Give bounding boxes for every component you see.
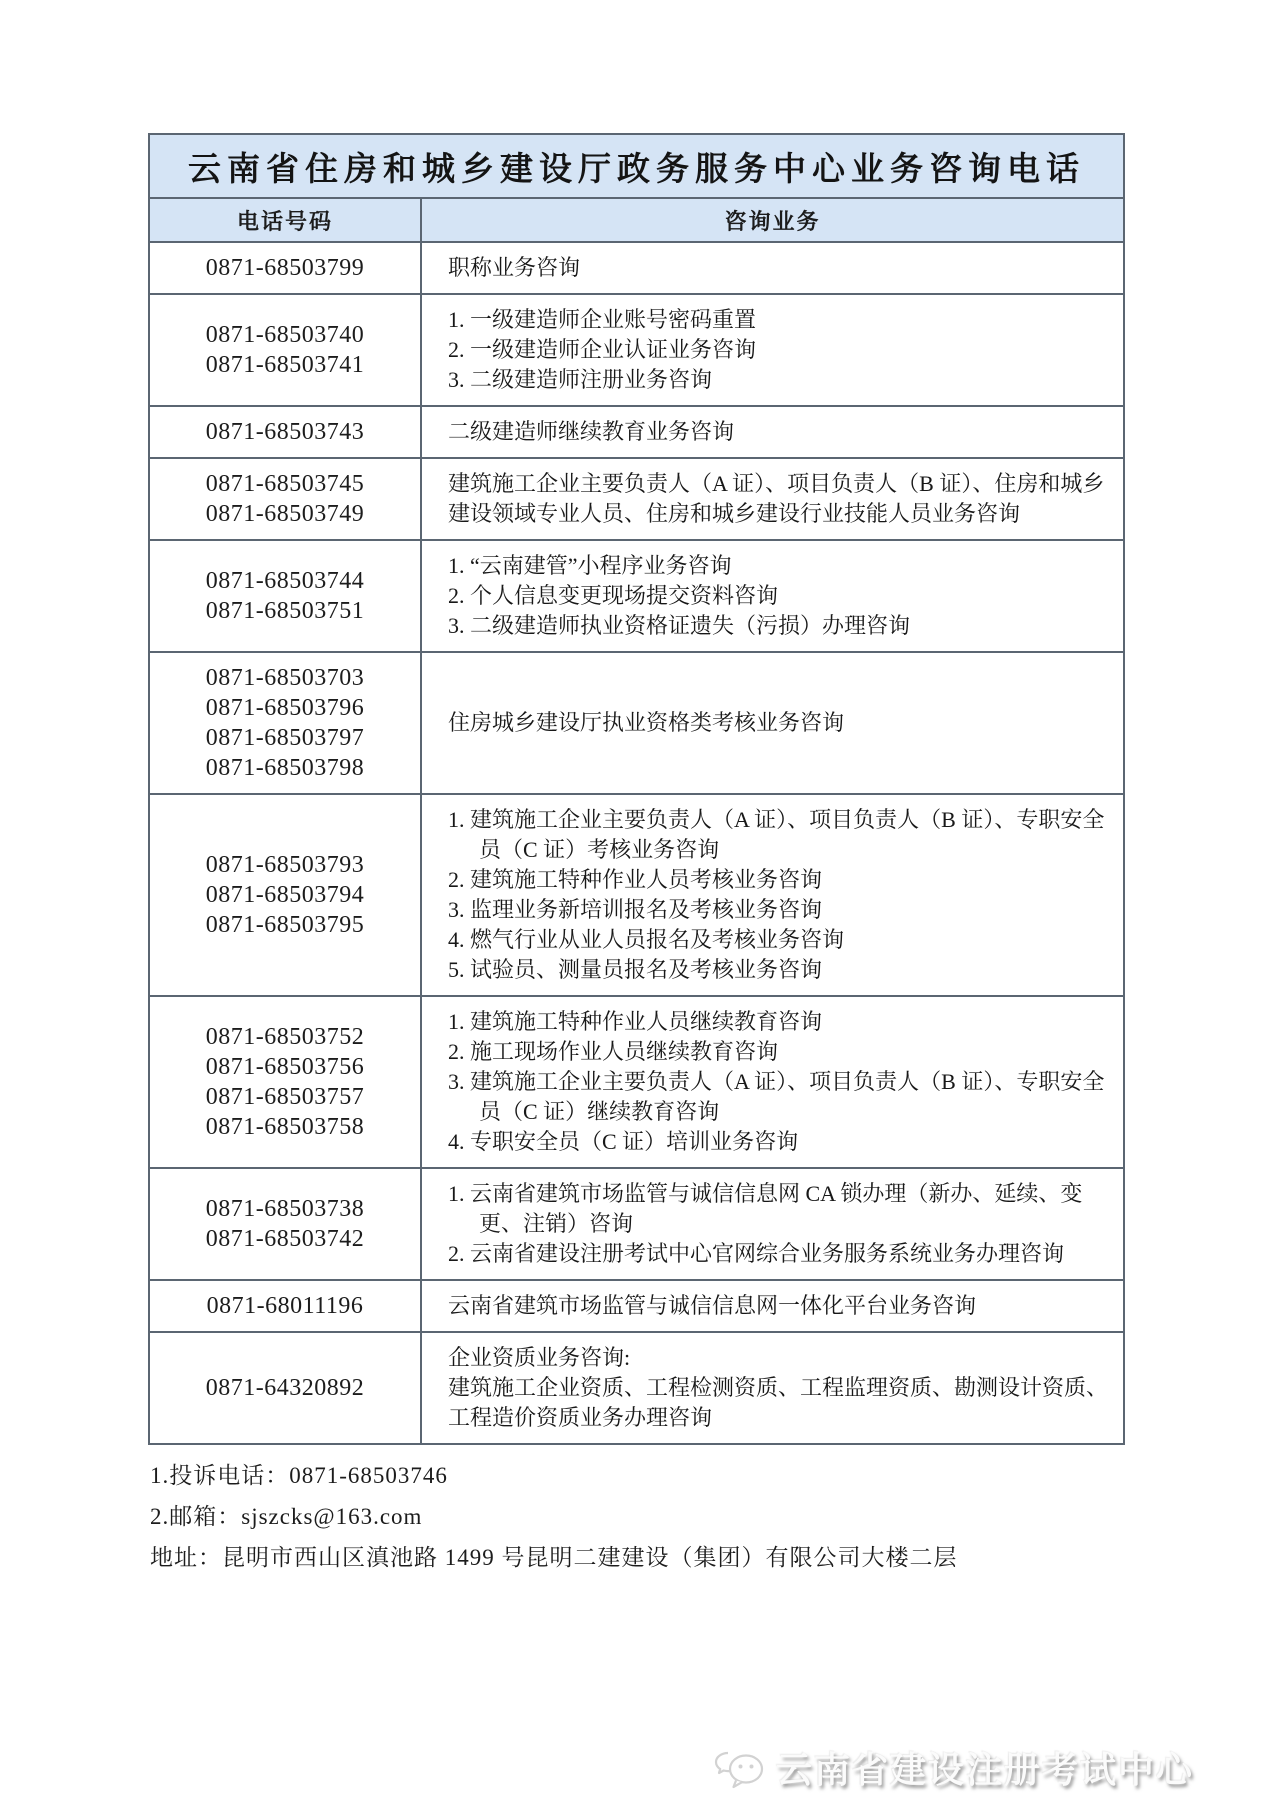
phone-number: 0871-68503793 (205, 852, 365, 878)
phone-number: 0871-68503756 (205, 1054, 365, 1080)
phone-number: 0871-68503741 (205, 352, 365, 378)
phone-number: 0871-68503799 (205, 255, 365, 281)
table-row (149, 242, 1124, 294)
business-cell (421, 406, 1124, 458)
business-line: 二级建造师继续教育业务咨询 (448, 419, 735, 444)
column-header-business: 咨询业务 (421, 198, 1124, 242)
phone-number: 0871-68503796 (205, 695, 365, 721)
phone-number: 0871-68503745 (205, 471, 365, 497)
phone-number: 0871-68503797 (205, 725, 365, 751)
phone-number: 0871-68503703 (205, 665, 365, 691)
business-cell (421, 458, 1124, 540)
business-line: 3. 二级建造师注册业务咨询 (448, 367, 713, 392)
phone-cell (149, 996, 421, 1168)
complaint-phone-line: 1.投诉电话：0871-68503746 (150, 1463, 448, 1488)
table-body (149, 242, 1124, 1444)
business-line: 3. 二级建造师执业资格证遗失（污损）办理咨询 (448, 613, 911, 638)
phone-number: 0871-68503749 (205, 501, 365, 527)
business-cell (421, 794, 1124, 996)
business-cell (421, 652, 1124, 794)
business-line: 职称业务咨询 (448, 255, 581, 280)
business-cell (421, 1280, 1124, 1332)
business-line: 1. 云南省建筑市场监管与诚信信息网 CA 锁办理（新办、延续、变更、注销）咨询 (448, 1181, 1083, 1236)
business-line: 5. 试验员、测量员报名及考核业务咨询 (448, 957, 823, 982)
phone-cell (149, 406, 421, 458)
phone-number: 0871-68011196 (206, 1293, 364, 1319)
title-row (149, 134, 1124, 198)
phone-table (148, 133, 1125, 1445)
table-row (149, 996, 1124, 1168)
business-line: 企业资质业务咨询: (448, 1345, 631, 1370)
table-row (149, 794, 1124, 996)
business-cell (421, 996, 1124, 1168)
phone-number: 0871-68503752 (205, 1024, 365, 1050)
phone-cell (149, 242, 421, 294)
business-cell (421, 540, 1124, 652)
table-row (149, 294, 1124, 406)
footnotes (150, 1455, 1140, 1578)
phone-number: 0871-68503744 (205, 568, 365, 594)
phone-cell (149, 1280, 421, 1332)
phone-cell (149, 540, 421, 652)
table-row (149, 406, 1124, 458)
wechat-icon (714, 1745, 766, 1791)
phone-cell (149, 458, 421, 540)
business-line: 2. 云南省建设注册考试中心官网综合业务服务系统业务办理咨询 (448, 1241, 1065, 1266)
business-line: 2. 一级建造师企业认证业务咨询 (448, 337, 757, 362)
business-line: 2. 个人信息变更现场提交资料咨询 (448, 583, 779, 608)
phone-number: 0871-68503757 (205, 1084, 365, 1110)
page-title: 云南省住房和城乡建设厅政务服务中心业务咨询电话 (149, 134, 1124, 198)
phone-number: 0871-68503743 (205, 419, 365, 445)
phone-number: 0871-68503740 (205, 322, 365, 348)
phone-cell (149, 294, 421, 406)
business-line: 住房城乡建设厅执业资格类考核业务咨询 (448, 710, 845, 735)
phone-number: 0871-68503798 (205, 755, 365, 781)
column-header-phone: 电话号码 (149, 198, 421, 242)
table-row (149, 652, 1124, 794)
phone-number: 0871-68503758 (205, 1114, 365, 1140)
table-row (149, 540, 1124, 652)
phone-number: 0871-68503738 (205, 1196, 365, 1222)
phone-number: 0871-68503751 (205, 598, 365, 624)
watermark-text: 云南省建设注册考试中心 (775, 1750, 1194, 1790)
business-cell (421, 1332, 1124, 1444)
business-line: 2. 施工现场作业人员继续教育咨询 (448, 1039, 779, 1064)
business-line: 1. 建筑施工企业主要负责人（A 证）、项目负责人（B 证）、专职安全员（C 证）考核业务咨询 (448, 807, 1105, 862)
phone-number: 0871-68503742 (205, 1226, 365, 1252)
business-line: 3. 监理业务新培训报名及考核业务咨询 (448, 897, 823, 922)
phone-cell (149, 1332, 421, 1444)
business-line: 云南省建筑市场监管与诚信信息网一体化平台业务咨询 (448, 1293, 977, 1318)
column-header-row (149, 198, 1124, 242)
business-line: 1. 建筑施工特种作业人员继续教育咨询 (448, 1009, 823, 1034)
table-row (149, 1332, 1124, 1444)
business-line: 4. 专职安全员（C 证）培训业务咨询 (448, 1129, 799, 1154)
business-line: 建筑施工企业主要负责人（A 证）、项目负责人（B 证）、住房和城乡建设领域专业人员、住房和城乡建设行业技能人员业务咨询 (448, 471, 1105, 526)
business-cell (421, 242, 1124, 294)
address-line: 地址：昆明市西山区滇池路 1499 号昆明二建建设（集团）有限公司大楼二层 (150, 1545, 958, 1570)
phone-cell (149, 1168, 421, 1280)
business-line: 1. 一级建造师企业账号密码重置 (448, 307, 757, 332)
table-row (149, 1168, 1124, 1280)
business-cell (421, 1168, 1124, 1280)
business-line: 4. 燃气行业从业人员报名及考核业务咨询 (448, 927, 845, 952)
business-cell (421, 294, 1124, 406)
phone-number: 0871-64320892 (205, 1375, 365, 1401)
table-row (149, 1280, 1124, 1332)
business-line: 1. “云南建管”小程序业务咨询 (448, 553, 732, 578)
watermark (714, 1742, 1194, 1793)
phone-number: 0871-68503795 (205, 912, 365, 938)
phone-number: 0871-68503794 (205, 882, 365, 908)
business-line: 3. 建筑施工企业主要负责人（A 证）、项目负责人（B 证）、专职安全员（C 证）继续教育咨询 (448, 1069, 1105, 1124)
phone-cell (149, 794, 421, 996)
business-line: 2. 建筑施工特种作业人员考核业务咨询 (448, 867, 823, 892)
business-line: 建筑施工企业资质、工程检测资质、工程监理资质、勘测设计资质、工程造价资质业务办理咨询 (448, 1375, 1109, 1430)
phone-cell (149, 652, 421, 794)
email-line: 2.邮箱：sjszcks@163.com (150, 1504, 423, 1529)
table-row (149, 458, 1124, 540)
